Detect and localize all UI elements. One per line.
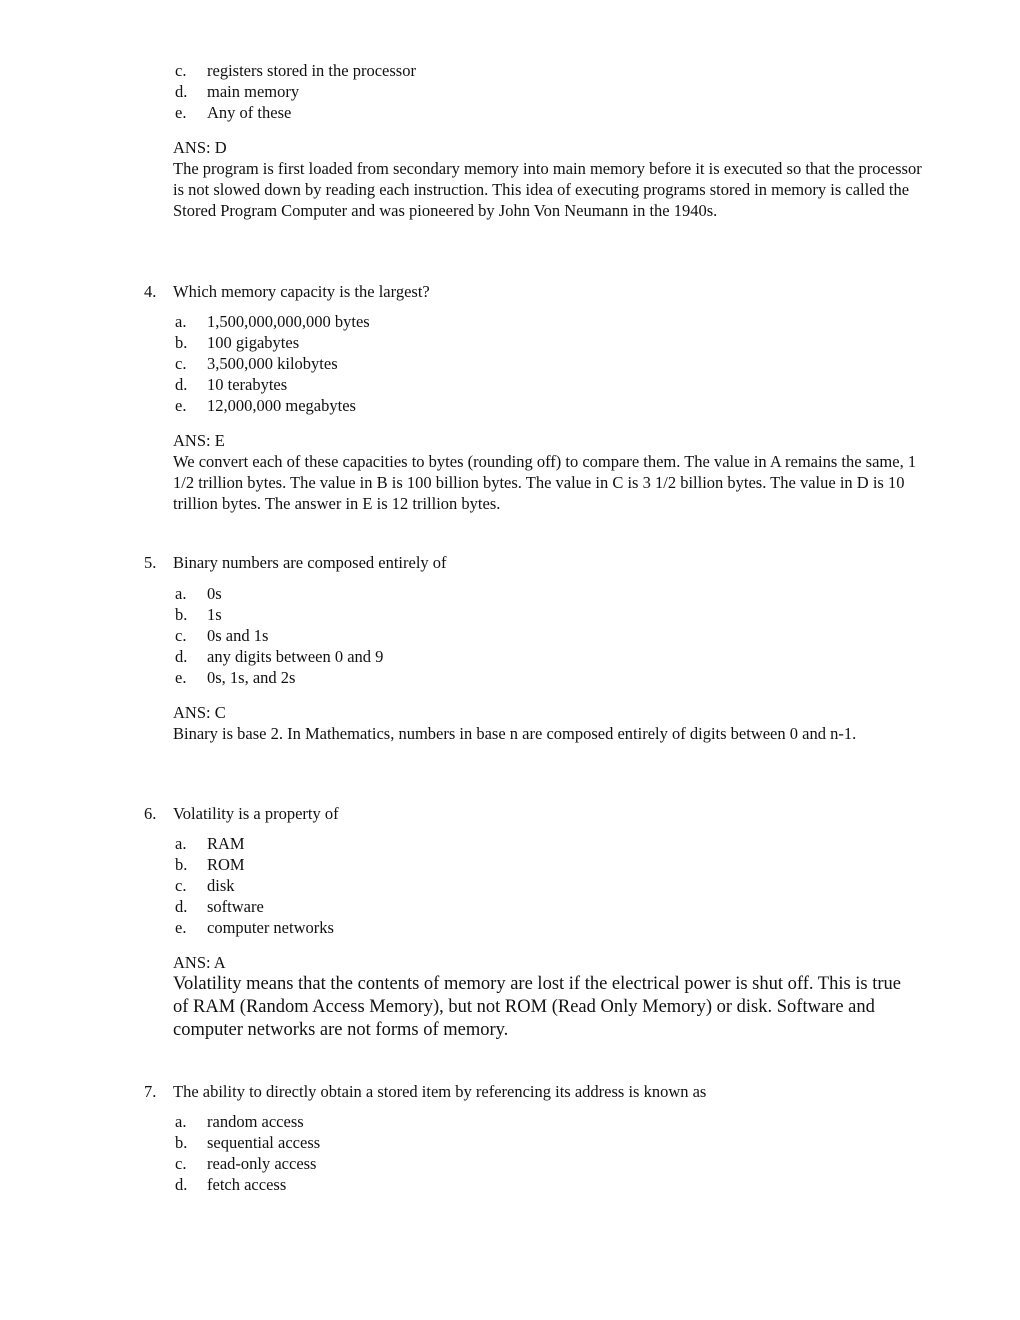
option-letter: d. xyxy=(175,375,188,394)
answer-explanation: Volatility means that the contents of memory are lost if the electrical power is shut off. This is true of RAM (Random Access Memory), but not ROM (Read Only Memory) or disk. Software and computer networks are not forms of memory. xyxy=(173,974,902,1040)
option-text: 10 terabytes xyxy=(207,375,288,394)
option-letter: d. xyxy=(175,897,188,916)
question-number: 7. xyxy=(144,1082,157,1101)
option-letter: c. xyxy=(175,61,187,80)
option-text: sequential access xyxy=(207,1133,321,1152)
option-letter: a. xyxy=(175,584,187,603)
question-text: The ability to directly obtain a stored item by referencing its address is known as xyxy=(173,1082,707,1101)
question-number: 6. xyxy=(144,804,157,823)
option-text: any digits between 0 and 9 xyxy=(207,647,384,666)
option-text: random access xyxy=(207,1112,304,1131)
question-number: 4. xyxy=(144,282,157,301)
option-text: main memory xyxy=(207,82,300,101)
answer-explanation: The program is first loaded from secondary memory into main memory before it is executed so that the processor is not slowed down by reading each instruction. This idea of executing programs stored in memory is called the Stored Program Computer and was pioneered by John Von Neumann in the 1940s. xyxy=(173,159,922,220)
answer-label: ANS: A xyxy=(173,953,226,972)
q6-answer-block xyxy=(173,952,913,1042)
answer-label: ANS: E xyxy=(173,431,225,450)
option-letter: a. xyxy=(175,834,187,853)
option-text: 0s xyxy=(207,584,222,603)
option-text: software xyxy=(207,897,264,916)
option-text: ROM xyxy=(207,855,245,874)
option-letter: c. xyxy=(175,354,187,373)
answer-explanation: We convert each of these capacities to bytes (rounding off) to compare them. The value in A remains the same, 1 1/2 trillion bytes. The value in B is 100 billion bytes. The value in C is 3 1/2 billion bytes. The value in D is 10 trillion bytes. The answer in E is 12 trillion bytes. xyxy=(173,452,917,513)
option-letter: c. xyxy=(175,876,187,895)
option-letter: b. xyxy=(175,605,188,624)
option-letter: e. xyxy=(175,668,187,687)
question-text: Volatility is a property of xyxy=(173,804,339,823)
q3-answer-block xyxy=(173,137,925,221)
option-text: 100 gigabytes xyxy=(207,333,300,352)
option-text: 0s and 1s xyxy=(207,626,269,645)
option-text: Any of these xyxy=(207,103,292,122)
option-letter: d. xyxy=(175,1175,188,1194)
question-number: 5. xyxy=(144,553,157,572)
q5-answer-block xyxy=(173,702,925,744)
option-letter: e. xyxy=(175,396,187,415)
option-text: RAM xyxy=(207,834,245,853)
option-text: disk xyxy=(207,876,235,895)
option-letter: b. xyxy=(175,333,188,352)
q4-answer-block xyxy=(173,430,925,514)
option-letter: e. xyxy=(175,103,187,122)
option-letter: b. xyxy=(175,855,188,874)
option-letter: d. xyxy=(175,647,188,666)
option-letter: c. xyxy=(175,626,187,645)
answer-explanation: Binary is base 2. In Mathematics, numbers in base n are composed entirely of digits between 0 and n-1. xyxy=(173,724,857,743)
question-text: Which memory capacity is the largest? xyxy=(173,282,430,301)
option-letter: d. xyxy=(175,82,188,101)
option-letter: a. xyxy=(175,1112,187,1131)
question-text: Binary numbers are composed entirely of xyxy=(173,553,447,572)
option-letter: e. xyxy=(175,918,187,937)
option-letter: b. xyxy=(175,1133,188,1152)
option-text: 1s xyxy=(207,605,222,624)
answer-label: ANS: D xyxy=(173,138,227,157)
answer-label: ANS: C xyxy=(173,703,226,722)
option-text: 1,500,000,000,000 bytes xyxy=(207,312,370,331)
option-text: fetch access xyxy=(207,1175,287,1194)
option-text: read-only access xyxy=(207,1154,317,1173)
option-letter: a. xyxy=(175,312,187,331)
option-text: computer networks xyxy=(207,918,334,937)
option-text: 3,500,000 kilobytes xyxy=(207,354,338,373)
option-text: 12,000,000 megabytes xyxy=(207,396,356,415)
option-text: registers stored in the processor xyxy=(207,61,416,80)
option-text: 0s, 1s, and 2s xyxy=(207,668,296,687)
option-letter: c. xyxy=(175,1154,187,1173)
